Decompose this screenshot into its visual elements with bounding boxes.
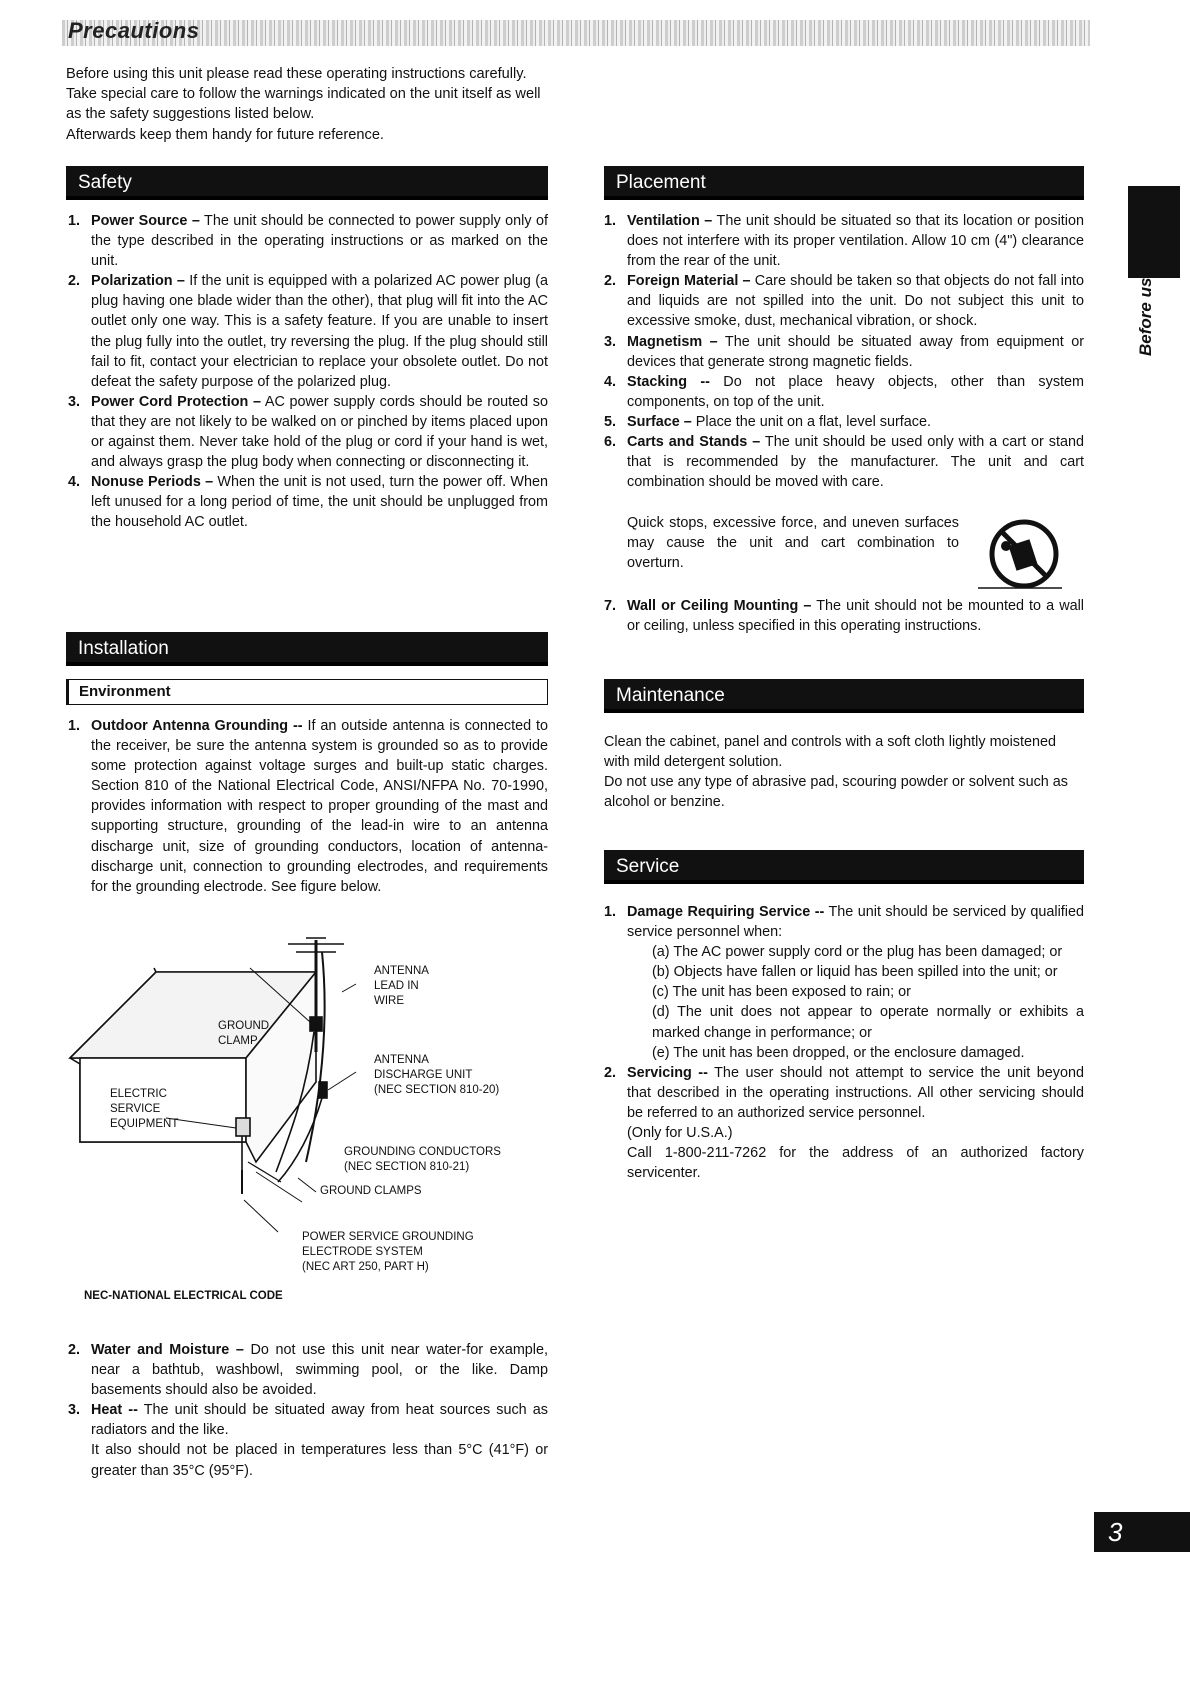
installation-items-2-3 [66, 1340, 548, 1481]
diagram-label-grounding-conductors: GROUNDING CONDUCTORS (NEC SECTION 810-21) [344, 1146, 501, 1173]
diagram-label-ground-clamp: GROUND CLAMP [218, 1020, 270, 1047]
section-header-service: Service [604, 850, 1084, 884]
intro-line: Afterwards keep them handy for future reference. [66, 126, 384, 143]
list-item: 1. Outdoor Antenna Grounding -- If an outside antenna is connected to the receiver, be sure the antenna system is grounded so as to provide some protection against voltage surges and built-up static charges. Section 810 of the National Electrical Code, ANSI/NFPA No. 70-1990, provides information with respect to proper grounding of the mast and supporting structure, grounding of the lead-in wire to an antenna discharge unit, size of grounding conductors, location of antenna-discharge unit, connection to grounding electrodes, and requirements for the grounding electrode. See figure below. [68, 718, 549, 895]
intro-line: Before using this unit please read these operating instructions carefully. Take special care to follow the warnings indicated on the unit itself as well as the safety suggestions listed below. [66, 66, 541, 123]
header-banner [62, 20, 1090, 46]
list-item: 1. Damage Requiring Service -- The unit should be serviced by qualified service personnel when: (a) The AC power supply cord or the plug has been damaged; or (b) Objects have fallen or liquid has been spilled into the unit; or (c) The unit has been exposed to rain; or (d) The unit does not appear to operate normally or exhibits a marked change in performance; or (e) The unit has been dropped, or the enclosure damaged. [602, 902, 1084, 1063]
diagram-label-discharge-unit: ANTENNA DISCHARGE UNIT (NEC SECTION 810-20) [374, 1054, 500, 1096]
service-condition: (c) The unit has been exposed to rain; or [652, 984, 911, 1001]
list-item: 1. Power Source – The unit should be connected to power supply only of the type described in the operating instructions or as marked on the unit. [68, 213, 548, 270]
diagram-label-electric-service: ELECTRIC SERVICE EQUIPMENT [110, 1088, 179, 1130]
list-item: 4. Stacking -- Do not place heavy objects, other than system components, on top of the unit. [604, 373, 1085, 410]
placement-list [602, 211, 1084, 492]
installation-item-1 [66, 716, 548, 897]
section-header-placement: Placement [604, 166, 1084, 200]
list-item: 4. Nonuse Periods – When the unit is not used, turn the power off. When left unused for a long period of time, the unit should be unplugged from the household AC outlet. [68, 474, 548, 531]
section-header-safety: Safety [66, 166, 548, 200]
side-tab-marker [1128, 186, 1180, 278]
list-item: 7. Wall or Ceiling Mounting – The unit should not be mounted to a wall or ceiling, unless specified in this operating instructions. [604, 598, 1084, 635]
placement-item-7 [602, 596, 1084, 636]
service-call-text: Call 1-800-211-7262 for the address of an authorized factory servicenter. [627, 1145, 1084, 1182]
list-item: 6. Carts and Stands – The unit should be used only with a cart or stand that is recommended by the manufacturer. The unit and cart combination should be moved with care. [604, 434, 1084, 491]
list-item: 2. Water and Moisture – Do not use this unit near water-for example, near a bathtub, washbowl, swimming pool, or the like. Damp basements should also be avoided. [68, 1342, 549, 1399]
list-item: 5. Surface – Place the unit on a flat, level surface. [604, 413, 931, 430]
usa-note: (Only for U.S.A.) [627, 1125, 733, 1142]
safety-list [66, 211, 548, 533]
list-item: 3. Heat -- The unit should be situated away from heat sources such as radiators and the like. It also should not be placed in temperatures less than 5°C (41°F) or greater than 35°C (95°F). [68, 1402, 548, 1479]
section-header-maintenance: Maintenance [604, 679, 1084, 713]
list-item: 3. Magnetism – The unit should be situated away from equipment or devices that generate strong magnetic fields. [604, 333, 1084, 370]
list-item: 2. Servicing -- The user should not attempt to service the unit beyond that described in the operating instructions. All other servicing should be referred to an authorized service personnel. (Only for U.S.A.) Call 1-800-211-7262 for the address of an authorized factory servicenter. [604, 1064, 1084, 1182]
service-condition: (d) The unit does not appear to operate normally or exhibits a marked change in performance; or [652, 1004, 1084, 1041]
section-header-installation: Installation [66, 632, 548, 666]
diagram-label-power-service-grounding: POWER SERVICE GROUNDING ELECTRODE SYSTEM (NEC ART 250, PART H) [302, 1231, 474, 1273]
list-item: 3. Power Cord Protection – AC power supply cords should be routed so that they are not likely to be walked on or pinched by items placed upon or against them. Never take hold of the plug or cord if your hand is wet, and always grasp the plug body when connecting or disconnecting it. [68, 393, 548, 471]
maintenance-text [604, 732, 1084, 812]
service-condition: (b) Objects have fallen or liquid has been spilled into the unit; or [652, 964, 1058, 981]
side-tab-label: Before use [1136, 268, 1155, 356]
page-number: 3 [1094, 1512, 1190, 1552]
diagram-label-ground-clamps: GROUND CLAMPS [320, 1185, 422, 1197]
maintenance-line: Clean the cabinet, panel and controls with a soft cloth lightly moistened with mild detergent solution. [604, 734, 1056, 771]
intro-text [66, 64, 556, 145]
cart-tip-over-icon [972, 516, 1066, 590]
service-list [602, 902, 1084, 1183]
list-item: 1. Ventilation – The unit should be situated so that its location or position does not interfere with its proper ventilation. Allow 10 cm (4") clearance from the rear of the unit. [604, 213, 1085, 270]
placement-cart-warning: Quick stops, excessive force, and uneven surfaces may cause the unit and cart combination to overturn. [627, 515, 959, 572]
list-item: 2. Polarization – If the unit is equipped with a polarized AC power plug (a plug having one blade wider than the other), that plug will fit into the AC outlet only one way. This is a safety feature. If you are unable to insert the plug fully into the outlet, try reversing the plug. If the plug should still fail to fit, contact your electrician to replace your obsolete outlet. Do not defeat the safety purpose of the polarized plug. [68, 273, 548, 390]
list-item: 2. Foreign Material – Care should be taken so that objects do not fall into and liquids are not spilled into the unit. Do not subject this unit to excessive smoke, dust, mechanical vibration, or shock. [604, 273, 1084, 330]
nec-footnote: NEC-NATIONAL ELECTRICAL CODE [84, 1290, 283, 1302]
service-condition: (e) The unit has been dropped, or the enclosure damaged. [652, 1044, 1025, 1061]
diagram-label-antenna-lead-in: ANTENNA LEAD IN WIRE [374, 965, 429, 1007]
page-title: Precautions [68, 18, 200, 43]
service-condition: (a) The AC power supply cord or the plug has been damaged; or [652, 944, 1063, 961]
maintenance-line: Do not use any type of abrasive pad, scouring powder or solvent such as alcohol or benzine. [604, 774, 1068, 811]
subsection-header-environment: Environment [66, 679, 548, 705]
